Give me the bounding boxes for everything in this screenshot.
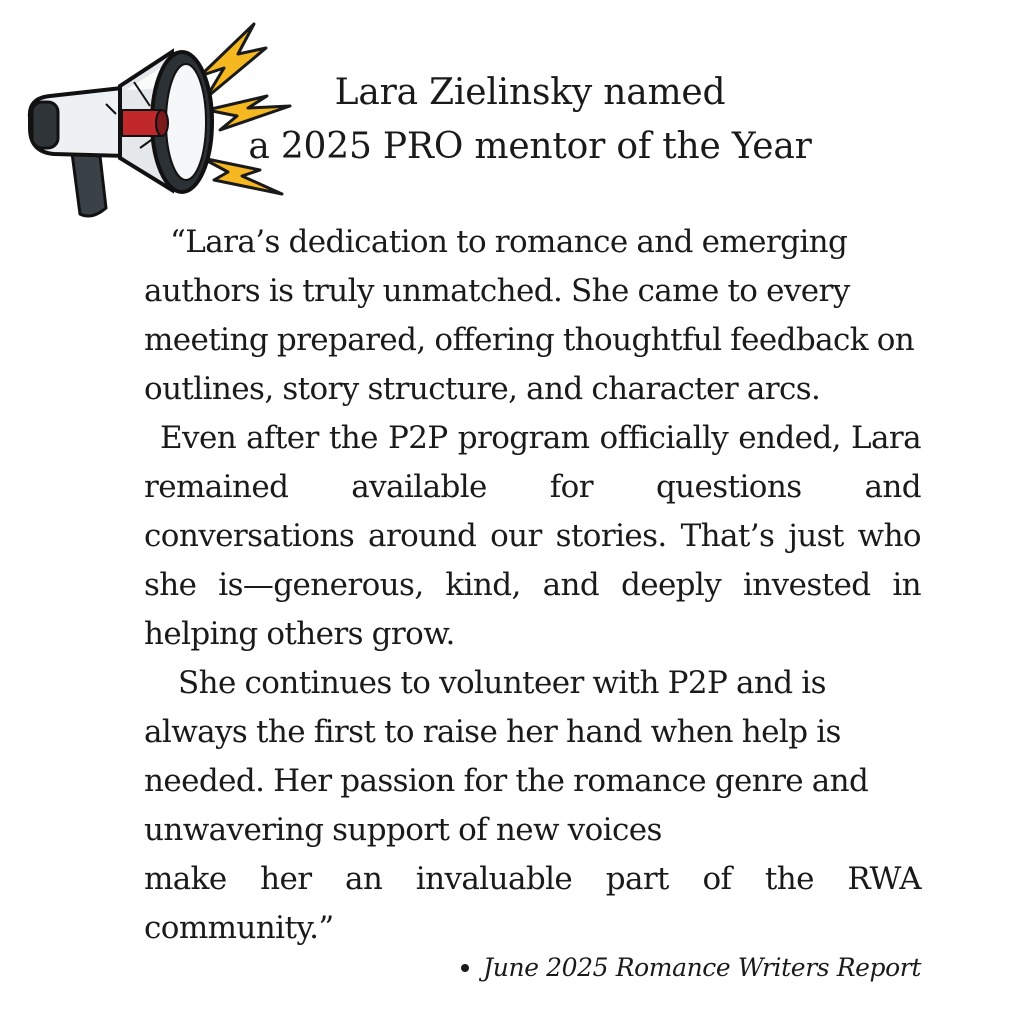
quote-paragraph-3-part-2: make her an invaluable part of the RWA community.” (144, 861, 921, 946)
headline-line-2: a 2025 PRO mentor of the Year (248, 126, 812, 167)
quote-paragraph-3-part-1: She continues to volunteer with P2P and is always the first to raise her hand when help is needed. Her passion for the romance genre and unwavering support of new voices (144, 665, 869, 848)
source-attribution (461, 950, 921, 986)
quote-paragraph-2: Even after the P2P program officially ended, Lara remained available for questions and conversations around our stories. That’s just who she is—generous, kind, and deeply invested in helping others grow. (144, 420, 921, 652)
bullet-icon (461, 964, 469, 972)
headline (200, 66, 860, 174)
quote-block (144, 218, 921, 953)
quote-paragraph-3 (144, 659, 921, 953)
headline-line-1: Lara Zielinsky named (334, 72, 726, 113)
source-text: June 2025 Romance Writers Report (483, 953, 921, 982)
quote-paragraph-1: “Lara’s dedication to romance and emerging authors is truly unmatched. She came to every meeting prepared, offering thoughtful feedback on outlines, story structure, and character arcs. (144, 224, 915, 407)
